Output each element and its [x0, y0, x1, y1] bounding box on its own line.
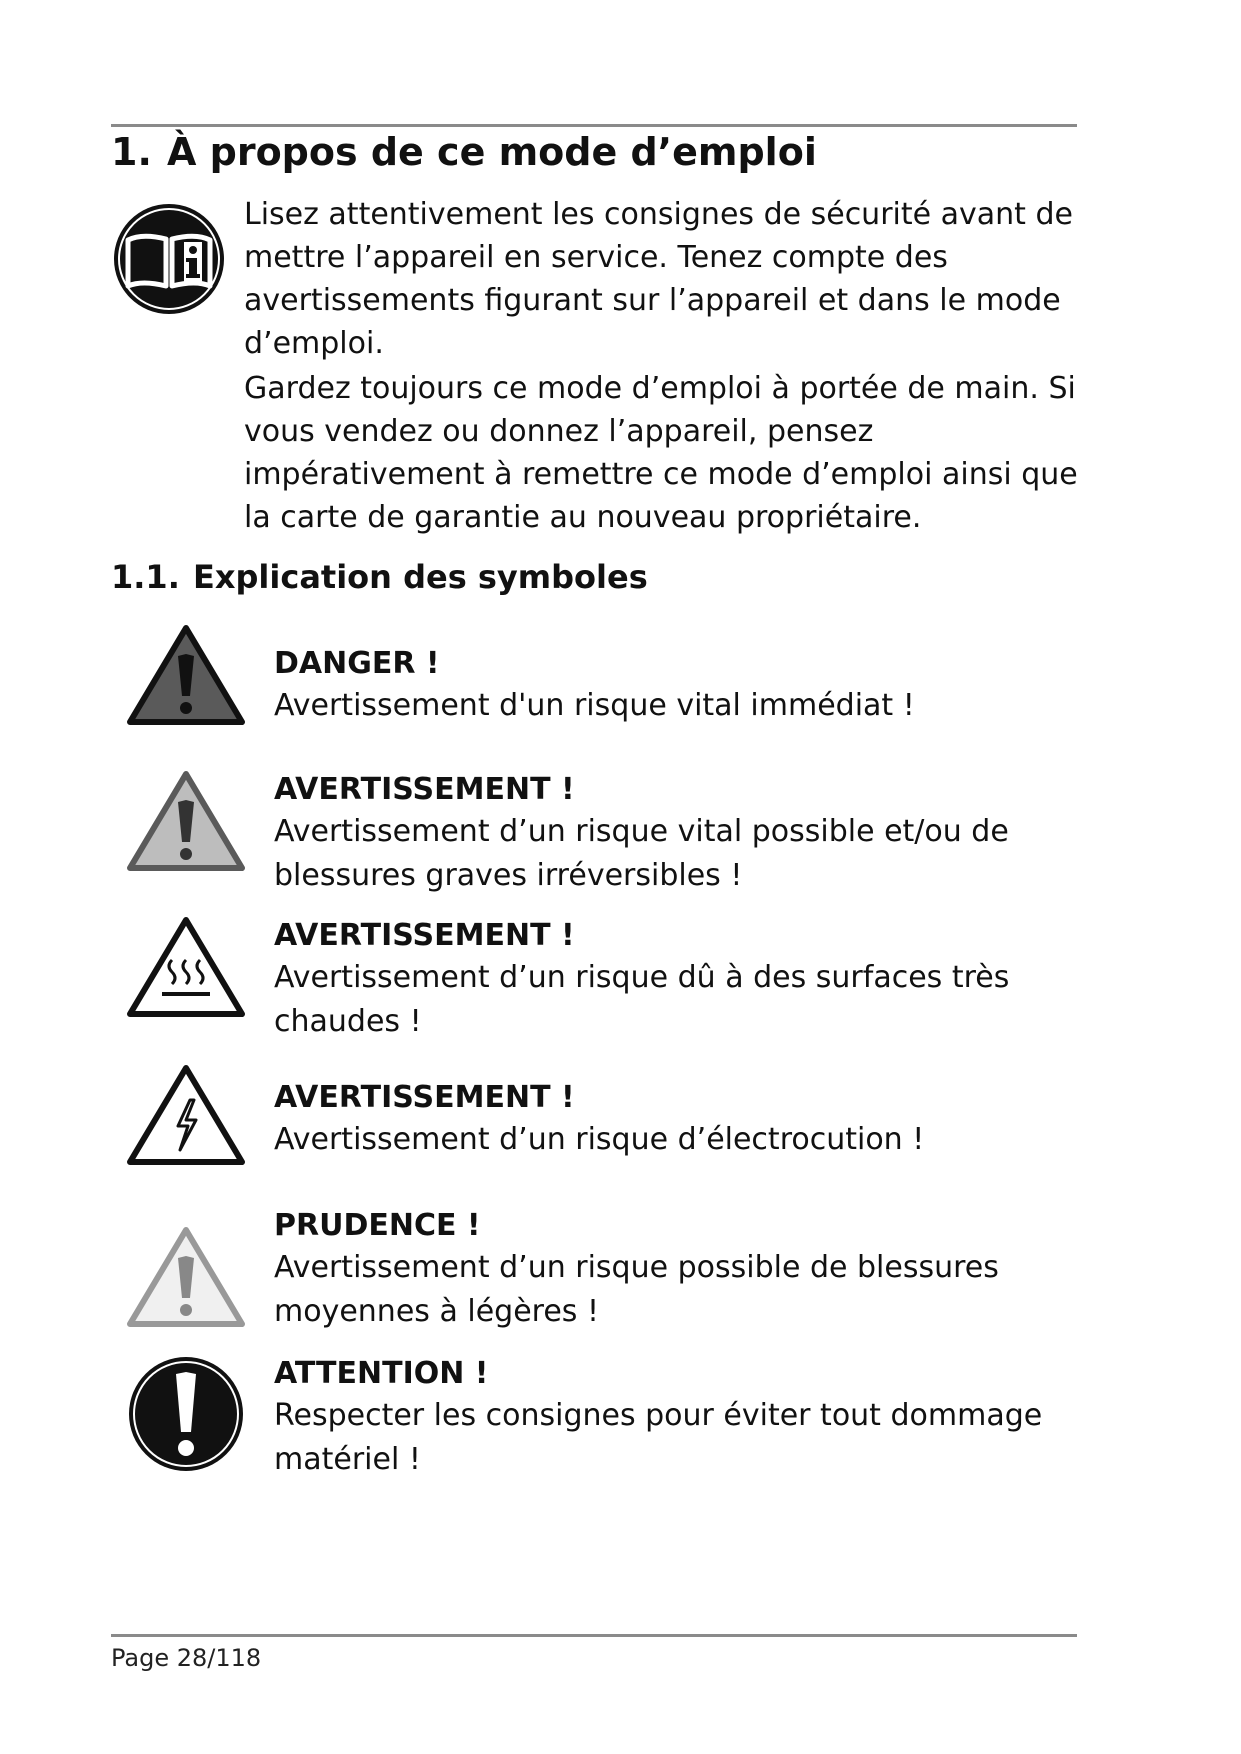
- symbol-description: Respecter les consignes pour éviter tout dommage matériel !: [274, 1398, 1043, 1477]
- symbol-title: ATTENTION !: [274, 1356, 489, 1391]
- attention-circle-icon: [126, 1354, 246, 1474]
- subsection-title: Explication des symboles: [193, 558, 648, 596]
- bottom-divider: [111, 1634, 1077, 1637]
- caution-triangle-icon: [126, 1226, 246, 1330]
- page-number: Page 28/118: [111, 1644, 262, 1672]
- danger-triangle-icon: [126, 624, 246, 728]
- intro-paragraph-2: Gardez toujours ce mode d’emploi à portée de main. Si vous vendez ou donnez l’appareil, pensez impérativement à remettre ce mode d’emploi ainsi que la carte de garantie au nouveau propriétaire.: [244, 371, 1078, 535]
- symbol-title: AVERTISSEMENT !: [274, 772, 575, 807]
- intro-paragraph-1: Lisez attentivement les consignes de sécurité avant de mettre l’appareil en service. Tenez compte des avertissements figurant sur l’appareil et dans le mode d’emploi.: [244, 197, 1073, 361]
- symbol-description: Avertissement d’un risque possible de blessures moyennes à légères !: [274, 1250, 999, 1329]
- section-title: À propos de ce mode d’emploi: [167, 130, 817, 174]
- symbol-title: PRUDENCE !: [274, 1208, 481, 1243]
- symbol-description: Avertissement d’un risque d’électrocution !: [274, 1122, 925, 1157]
- symbol-description: Avertissement d’un risque dû à des surfaces très chaudes !: [274, 960, 1010, 1039]
- hot-surface-icon: [126, 916, 246, 1020]
- symbol-title: AVERTISSEMENT !: [274, 918, 575, 953]
- subsection-heading: [111, 558, 648, 596]
- symbol-description: Avertissement d’un risque vital possible et/ou de blessures graves irréversibles !: [274, 814, 1009, 893]
- top-divider: [111, 124, 1077, 127]
- electric-shock-icon: [126, 1064, 246, 1168]
- symbol-description: Avertissement d'un risque vital immédiat !: [274, 688, 915, 723]
- symbol-title: AVERTISSEMENT !: [274, 1080, 575, 1115]
- section-number: 1.: [111, 130, 152, 174]
- warning-triangle-icon: [126, 770, 246, 874]
- section-heading: [111, 130, 817, 174]
- subsection-number: 1.1.: [111, 558, 180, 596]
- info-book-icon: [112, 202, 226, 316]
- symbol-title: DANGER !: [274, 646, 440, 681]
